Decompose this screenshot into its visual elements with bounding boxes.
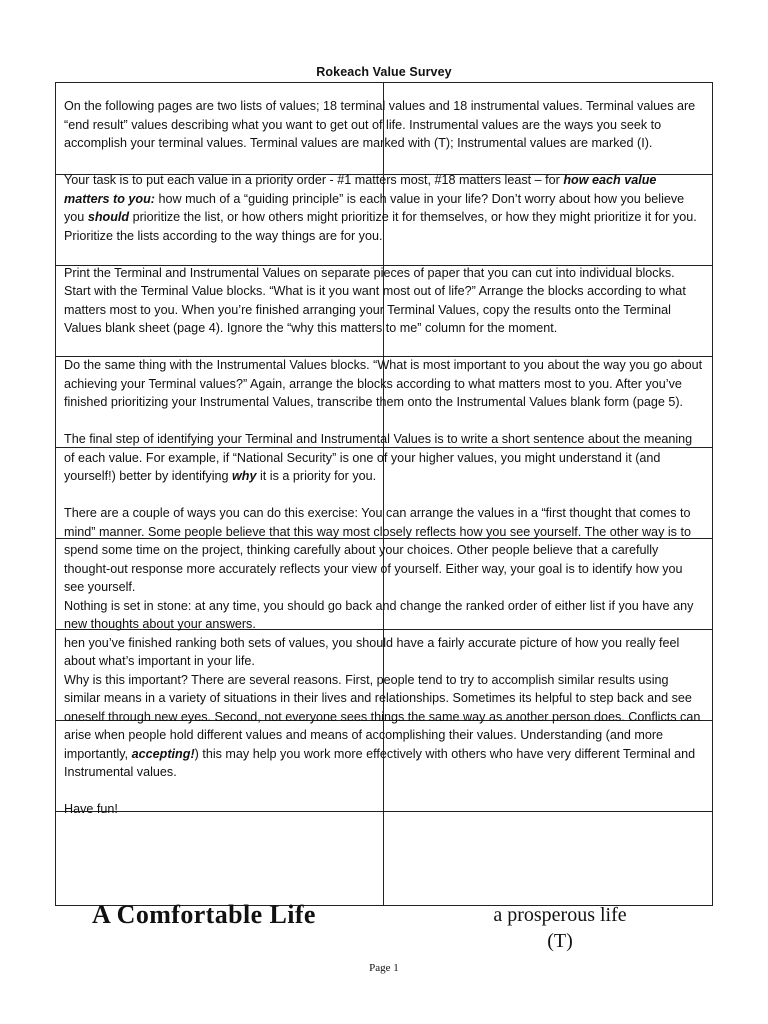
grid-line: [712, 82, 713, 906]
emphasis: how each value matters to you:: [64, 173, 657, 206]
instructions-text: [64, 97, 704, 819]
paragraph: On the following pages are two lists of values; 18 terminal values and 18 instrumental values. Terminal values are “end result” values describing what you want to get out of life. Instrumental values are the ways you seek to accomplish your terminal values. Terminal values are marked with (T); Instrumental values are marked (I).: [64, 99, 696, 150]
value-card-terminal: A Comfortable Life: [92, 900, 316, 929]
paragraph: There are a couple of ways you can do this exercise: You can arrange the values in a “first thought that comes to mind” manner. Some people believe that this way most closely reflects how you see yourself. The other way is to spend some time on the project, thinking carefully about your choices. Other people believe that a carefully thought-out response more accurately reflects your view of yourself. Either way, your goal is to identify how you see yourself.: [64, 506, 691, 594]
grid-line: [55, 82, 56, 906]
value-card-description-text: a prosperous life: [493, 904, 627, 926]
paragraph: Your task is to put each value in a priority order - #1 matters most, #18 matters least – for how each value matters to you: how much of a “guiding principle” is each value in your life? Don’t worry about how you believe you should prioritize the list, or how others might prioritize it for themselves, or how they might prioritize it for you. Prioritize the lists according to the way things are for you.: [64, 173, 697, 243]
emphasis: why: [232, 469, 257, 483]
paragraph: hen you’ve finished ranking both sets of values, you should have a fairly accurate picture of how you really feel about what’s important in your life.: [64, 635, 680, 668]
document-title: Rokeach Value Survey: [316, 65, 452, 79]
paragraph: Nothing is set in stone: at any time, you should go back and change the ranked order of either list if you have any new thoughts about your answers.: [64, 598, 694, 631]
paragraph: The final step of identifying your Terminal and Instrumental Values is to write a short sentence about the meaning of each value. For example, if “National Security” is one of your higher values, you might understand it (and yourself!) better by identifying why it is a priority for you.: [64, 432, 693, 483]
paragraph: Print the Terminal and Instrumental Values on separate pieces of paper that you can cut into individual blocks. Start with the Terminal Value blocks. “What is it you want most out of life?” Arrange the blocks according to what matters most to you. When you’re finished arranging your Terminal Values, copy the results onto the Terminal Values blank sheet (page 4). Ignore the “why this matters to me” column for the moment.: [64, 265, 686, 335]
emphasis: should: [87, 210, 130, 224]
paragraph: Do the same thing with the Instrumental Values blocks. “What is most important to you about the way you go about achieving your Terminal values?” Again, arrange the blocks according to what matters most to you. After you’ve finished prioritizing your Instrumental Values, transcribe them onto the Instrumental Values blank form (page 5).: [64, 358, 703, 409]
value-type-marker: (T): [547, 930, 573, 952]
emphasis: accepting!: [131, 746, 195, 761]
page-number: Page 1: [369, 962, 399, 974]
value-card-description: [470, 902, 650, 954]
paragraph: Have fun!: [64, 802, 118, 816]
grid-line: [55, 82, 713, 83]
paragraph: Why is this important? There are several reasons. First, people tend to try to accomplish similar results using similar means in a variety of situations in their lives and relationships. Sometimes its helpful to step back and see oneself through new eyes. Second, not everyone sees things the same way as another person does. Conflicts can arise when people hold different values and means of accomplishing their values. Understanding (and more importantly, accepting!) this may help you work more effectively with others who have very different Terminal and Instrumental values.: [64, 672, 701, 779]
